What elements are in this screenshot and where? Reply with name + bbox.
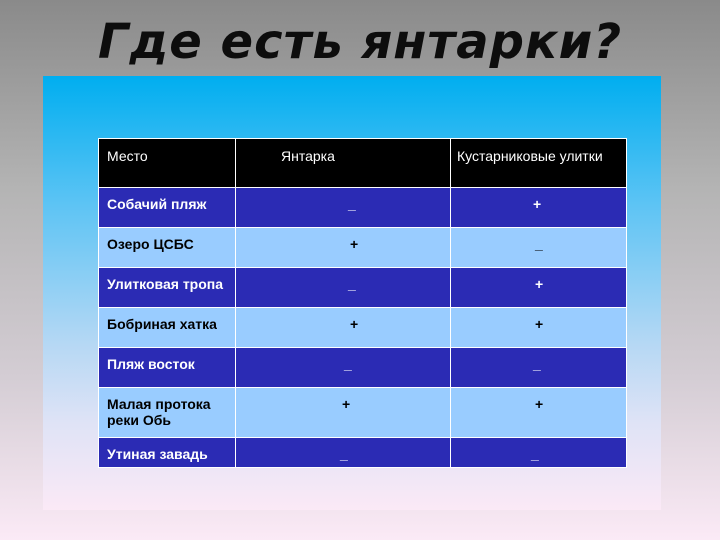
table-row [99,188,627,228]
place-cell: Собачий пляж [107,196,207,212]
amber-cell: _ [340,446,348,462]
header-cell-place [99,139,236,188]
amber-cell: + [350,316,359,332]
amber-cell: _ [344,356,352,372]
snails-cell: + [535,276,544,292]
snails-cell: _ [531,446,539,462]
table-row [99,348,627,388]
snails-cell: + [535,396,544,412]
slide-title: Где есть янтарки? [97,14,623,70]
snails-cell: + [535,316,544,332]
amber-cell: + [342,396,351,412]
table-row [99,438,627,468]
header-snails: Кустарниковые улитки [457,148,603,164]
table-row [99,228,627,268]
snails-cell: _ [533,356,541,372]
amber-cell: + [350,236,359,252]
amber-cell: _ [348,196,356,212]
place-cell: Улитковая тропа [107,276,224,292]
snails-cell: _ [535,236,543,252]
amber-cell: _ [348,276,356,292]
snails-cell: + [533,196,542,212]
header-place: Место [107,148,148,164]
table-row [99,308,627,348]
table-row [99,268,627,308]
header-amber: Янтарка [281,148,335,164]
place-cell: Пляж восток [107,356,195,372]
header-cell-amber [236,139,451,188]
habitat-table [98,138,627,468]
place-cell: Озеро ЦСБС [107,236,194,252]
place-cell: Бобриная хатка [107,316,217,332]
table-row [99,388,627,438]
place-cell: Утиная завадь [107,446,208,462]
header-cell-snails [451,139,627,188]
place-cell: Малая протока реки Обь [107,396,211,428]
table-header-row [99,139,627,188]
